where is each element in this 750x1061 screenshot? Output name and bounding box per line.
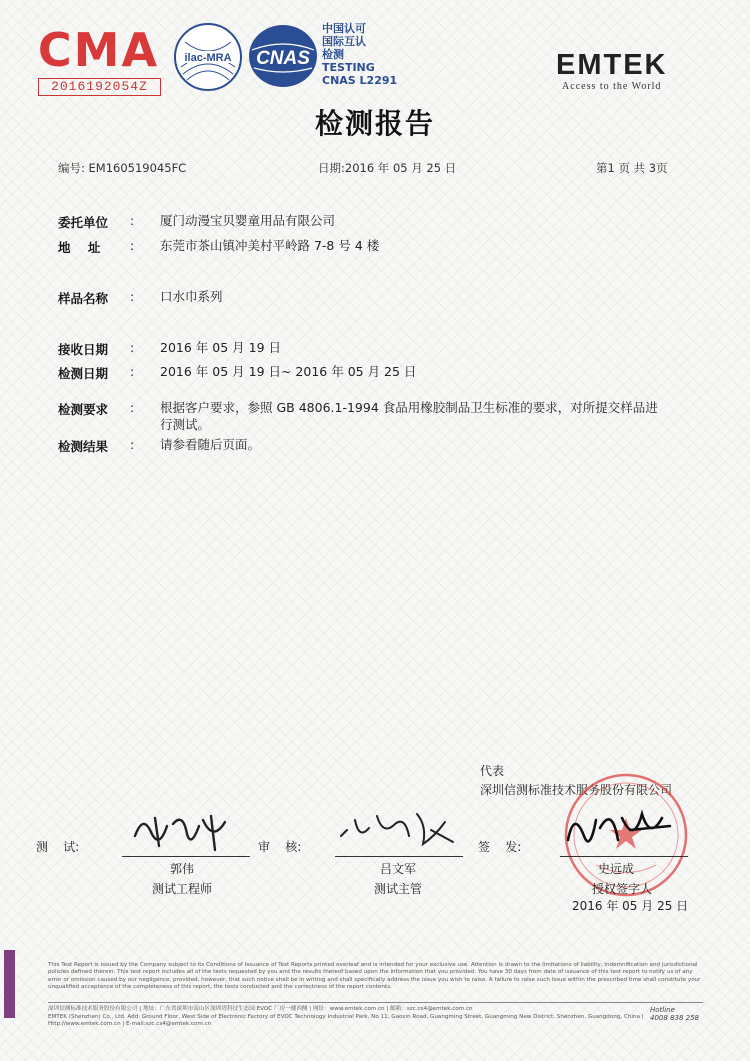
colon: : <box>130 400 135 415</box>
test-date-value: 2016 年 05 月 19 日~ 2016 年 05 月 25 日 <box>160 364 417 379</box>
colon: : <box>130 437 135 452</box>
hotline-number: 4008 838 258 <box>650 1014 699 1022</box>
cnas-line-3: 检测 <box>322 48 344 61</box>
signer-signature <box>560 800 680 860</box>
signer-sign-line <box>560 856 688 857</box>
report-date: 日期:2016 年 05 月 25 日 <box>318 161 457 175</box>
footer-hotline <box>650 1006 699 1022</box>
company-name: EMTEK <box>556 49 668 81</box>
colon: : <box>130 213 135 228</box>
requirement-line-2: 行测试。 <box>160 417 211 432</box>
colon: : <box>130 238 135 253</box>
ilac-mra-logo <box>173 22 243 92</box>
footer-divider <box>48 1002 703 1003</box>
requirement-line-1: 根据客户要求，参照 GB 4806.1-1994 食品用橡胶制品卫生标准的要求，对所提交样品进 <box>160 400 658 415</box>
colon: : <box>130 340 135 355</box>
cma-number: 2016192054Z <box>38 78 161 96</box>
reviewer-signature <box>335 806 465 854</box>
on-behalf-label: 代表 <box>480 764 505 778</box>
sample-label: 样品名称 <box>58 291 109 306</box>
emtek-logo <box>556 50 668 92</box>
result-value: 请参看随后页面。 <box>160 437 261 452</box>
test-date-label: 检测日期 <box>58 366 109 381</box>
ilac-text: ilac-MRA <box>184 52 232 64</box>
sample-value: 口水巾系列 <box>160 289 223 304</box>
footer-address-en: EMTEK (Shenzhen) Co., Ltd. Add: Ground Floor, West Side of Electronic Factory of EVOC Technology Industrial Park, No 11, Gaoxin Road, Guangming Street, Guangming New District, Shenzhen, Guangdong, China | Http://www.emtek.com.cn | E-mail:szc.cs4@emtek.com.cn <box>48 1013 644 1027</box>
colon: : <box>130 364 135 379</box>
requirement-value <box>160 399 680 433</box>
cma-logo <box>36 24 161 94</box>
signer-name: 史远成 <box>598 862 635 876</box>
cnas-line-4: TESTING <box>322 61 375 74</box>
reviewer-sign-line <box>335 856 463 857</box>
cma-logo-text: CMA <box>37 23 160 77</box>
client-value: 厦门动漫宝贝婴童用品有限公司 <box>160 213 336 228</box>
hotline-label: Hotline <box>650 1006 675 1014</box>
reviewer-title: 测试主管 <box>374 882 423 896</box>
reviewer-label: 审 核: <box>258 840 302 854</box>
address-value: 东莞市茶山镇冲美村平岭路 7-8 号 4 楼 <box>160 238 380 253</box>
tester-title: 测试工程师 <box>152 882 213 896</box>
requirement-label: 检测要求 <box>58 402 109 417</box>
footer-accent-bar <box>4 950 15 1018</box>
received-label: 接收日期 <box>58 342 109 357</box>
cnas-line-1: 中国认可 <box>322 22 366 35</box>
client-label: 委托单位 <box>58 215 109 230</box>
footer-address-cn: 深圳信测标准技术服务股份有限公司 | 地址：广东省深圳市南山区深圳湾科技生态园 EVOC 厂房一楼西侧 | 网址：www.emtek.com.cn | 邮箱：szc.cs4@emtek.com.cn <box>48 1006 473 1012</box>
cnas-logo <box>248 24 318 88</box>
cnas-line-5: CNAS L2291 <box>322 74 398 87</box>
issuing-company: 深圳信测标准技术服务股份有限公司 <box>480 783 673 797</box>
received-value: 2016 年 05 月 19 日 <box>160 340 281 355</box>
tester-sign-line <box>122 856 250 857</box>
page-indicator: 第1 页 共 3页 <box>596 161 668 175</box>
colon: : <box>130 289 135 304</box>
reviewer-name: 吕文军 <box>380 862 417 876</box>
company-tagline: Access to the World <box>562 81 662 92</box>
sign-date: 2016 年 05 月 25 日 <box>572 899 689 913</box>
footer-disclaimer: This Test Report is issued by the Company subject to its Conditions of Issuance of Test Reports printed overleaf and is intended for your exclusive use. Attention is drawn to the limitations of liability, indemnification and jurisdictional policies defined therein. This test report includes all of the tests requested by you and the results thereof based upon the information that you provided. You have 30 days from date of issuance of this test report to notify us of any error or omission caused by our negligence, provided, however, that such notice shall be in writing and shall specifically address the issue you wish to raise. A failure to raise such issue within the prescribed time shall constitute your unqualified acceptance of the completeness of this report, the tests conducted and the correctness of the report contents. <box>48 962 701 990</box>
address-label: 地 址 <box>58 240 101 255</box>
tester-signature <box>125 806 235 854</box>
report-title: 检测报告 <box>314 107 435 140</box>
result-label: 检测结果 <box>58 439 109 454</box>
signer-title: 授权签字人 <box>592 882 653 896</box>
signer-label: 签 发: <box>478 840 522 854</box>
cnas-line-2: 国际互认 <box>322 35 366 48</box>
footer-address <box>48 1006 648 1029</box>
tester-label: 测 试: <box>36 840 80 854</box>
cnas-logo-text: CNAS <box>256 48 310 69</box>
cnas-accreditation-text <box>322 22 397 87</box>
report-number: 编号: EM160519045FC <box>58 161 187 175</box>
tester-name: 郭伟 <box>170 862 195 876</box>
